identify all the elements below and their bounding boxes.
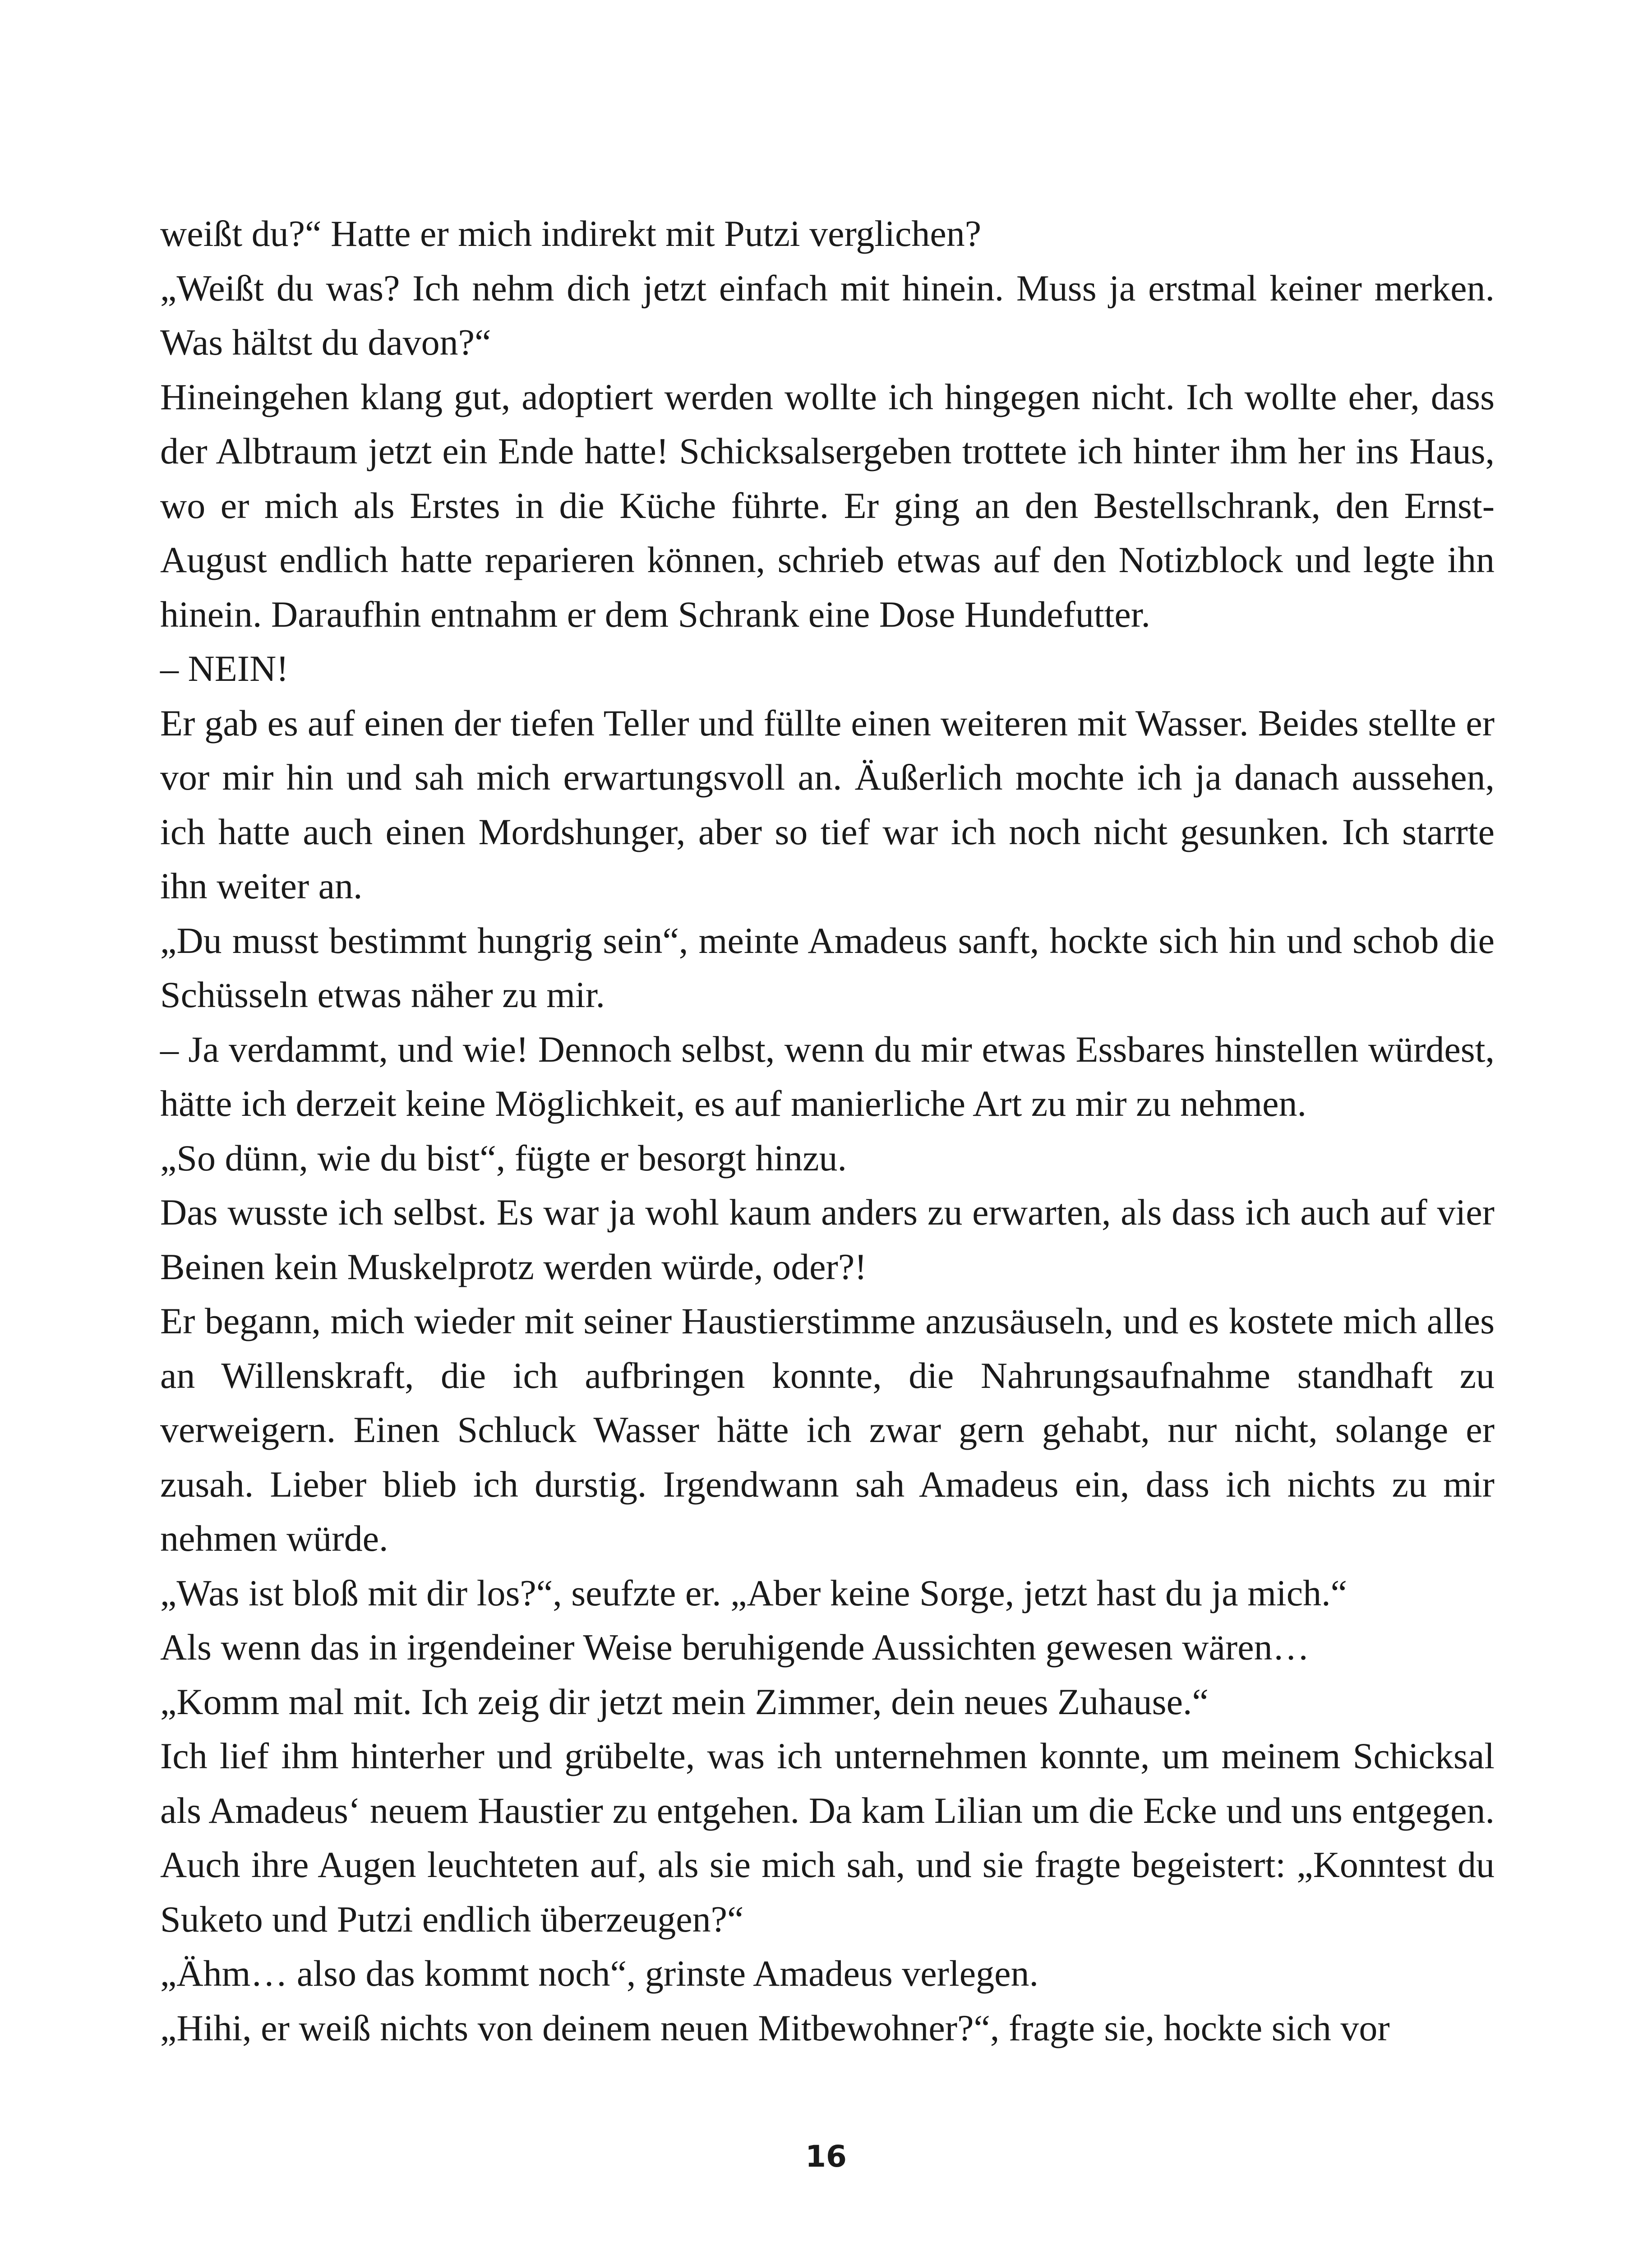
page-number: 16 [805,2139,847,2174]
paragraph: weißt du?“ Hatte er mich indirekt mit Putzi verglichen? [160,213,982,254]
paragraph: „Du musst bestimmt hungrig sein“, meinte Amadeus sanft, hockte sich hin und schob die Schüsseln etwas näher zu mir. [160,920,1495,1015]
paragraph: Ich lief ihm hinterher und grübelte, was ich unternehmen konnte, um meinem Schicksal als Amadeus‘ neuem Haustier zu entgehen. Da kam Lilian um die Ecke und uns entgegen. Auch ihre Augen leuchteten auf, als sie mich sah, und sie fragte begeistert: „Konntest du Suketo und Putzi endlich überzeugen?“ [160,1735,1495,1940]
paragraph: „Was ist bloß mit dir los?“, seufzte er. „Aber keine Sorge, jetzt hast du ja mich.“ [160,1572,1347,1613]
paragraph: „Weißt du was? Ich nehm dich jetzt einfach mit hinein. Muss ja erstmal keiner merken. Was hältst du davon?“ [160,267,1495,363]
paragraph: „So dünn, wie du bist“, fügte er besorgt hinzu. [160,1137,847,1179]
paragraph: „Komm mal mit. Ich zeig dir jetzt mein Zimmer, dein neues Zuhause.“ [160,1681,1209,1722]
paragraph: Hineingehen klang gut, adoptiert werden wollte ich hingegen nicht. Ich wollte eher, dass der Albtraum jetzt ein Ende hatte! Schicksalsergeben trottete ich hinter ihm her ins Haus, wo er mich als Erstes in die Küche führte. Er ging an den Bestellschrank, den Ernst-August endlich hatte reparieren können, schrieb etwas auf den Notizblock und legte ihn hinein. Daraufhin entnahm er dem Schrank eine Dose Hundefutter. [160,376,1495,635]
paragraph: „Ähm… also das kommt noch“, grinste Amadeus verlegen. [160,1953,1039,1994]
paragraph: „Hihi, er weiß nichts von deinem neuen Mitbewohner?“, fragte sie, hockte sich vor [160,2007,1390,2048]
paragraph: Er begann, mich wieder mit seiner Haustierstimme anzusäuseln, und es kostete mich alles an Willenskraft, die ich aufbringen konnte, die Nahrungsaufnahme standhaft zu verweigern. Einen Schluck Wasser hätte ich zwar gern gehabt, nur nicht, solange er zusah. Lieber blieb ich durstig. Irgendwann sah Amadeus ein, dass ich nichts zu mir nehmen würde. [160,1300,1495,1559]
paragraph: Das wusste ich selbst. Es war ja wohl kaum anders zu erwarten, als dass ich auch auf vier Beinen kein Muskelprotz werden würde, oder?! [160,1192,1495,1287]
body-text [160,207,1495,2055]
paragraph: Er gab es auf einen der tiefen Teller und füllte einen weiteren mit Wasser. Beides stellte er vor mir hin und sah mich erwartungsvoll an. Äußerlich mochte ich ja danach aussehen, ich hatte auch einen Mordshunger, aber so tief war ich noch nicht gesunken. Ich starrte ihn weiter an. [160,702,1495,906]
paragraph: – Ja verdammt, und wie! Dennoch selbst, wenn du mir etwas Essbares hinstellen würdest, hätte ich derzeit keine Möglichkeit, es auf manierliche Art zu mir zu nehmen. [160,1028,1495,1124]
paragraph: Als wenn das in irgendeiner Weise beruhigende Aussichten gewesen wären… [160,1627,1310,1668]
paragraph: – NEIN! [160,648,289,689]
